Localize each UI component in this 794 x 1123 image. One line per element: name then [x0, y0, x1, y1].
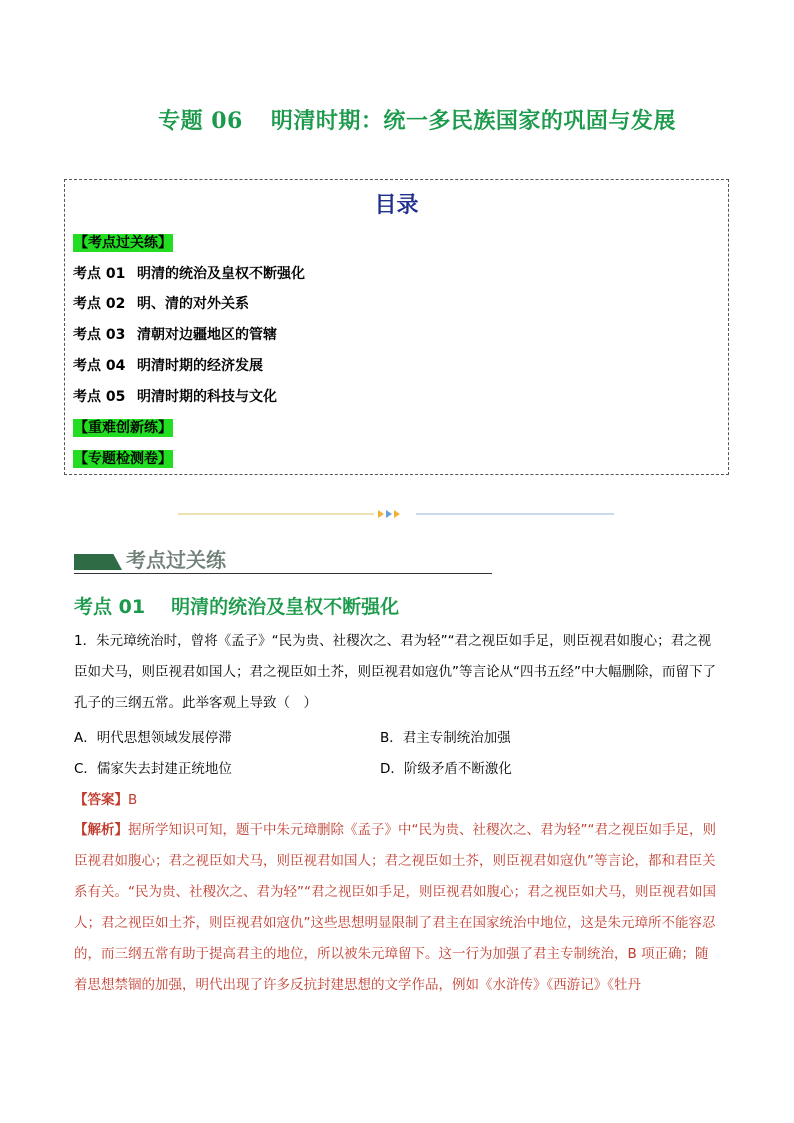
option-b: B．君主专制统治加强	[380, 730, 511, 746]
section-divider	[178, 508, 614, 520]
analysis-paragraph: 【解析】据所学知识可知，题干中朱元璋删除《孟子》中“民为贵、社稷次之、君为轻”“君之视臣如手足，则臣视君如腹心；君之视臣如犬马，则臣视君如国人；君之视臣如土芥，则臣视君如寇仇”等言论，都和君臣关系有关。“民为贵、社稷次之、君为轻”“君之视臣如手足，则臣视君如腹心；君之视臣如犬马，则臣视君如国人；君之视臣如土芥，则臣视君如寇仇”这些思想明显限制了君主在国家统治中地位，这是朱元璋所不能容忍的，而三纲五常有助于提高君主的地位，所以被朱元璋留下。这一行为加强了君主专制统治，B 项正确；随着思想禁锢的加强，明代出现了许多反抗封建思想的文学作品，例如《水浒传》《西游记》《牡丹	[74, 822, 716, 993]
question-stem: 1．朱元璋统治时，曾将《孟子》“民为贵、社稷次之、君为轻”“君之视臣如手足，则臣视君如腹心；君之视臣如犬马，则臣视君如国人；君之视臣如土芥，则臣视君如寇仇”等言论从“四书五经”中大幅删除，而留下了孔子的三纲五常。此举客观上导致（ ）	[74, 633, 716, 711]
option-c: C．儒家失去封建正统地位	[74, 761, 232, 777]
banner-rule	[74, 573, 492, 574]
toc-item-05[interactable]: 考点 05 明清时期的科技与文化	[73, 389, 277, 405]
toc-item-04[interactable]: 考点 04 明清时期的经济发展	[73, 358, 263, 374]
toc-item-03[interactable]: 考点 03 清朝对边疆地区的管辖	[73, 327, 277, 343]
answer-line: 【答案】B	[74, 792, 138, 808]
section-banner	[74, 540, 492, 576]
title-number: 专题 06	[158, 108, 243, 134]
topic-heading: 考点 01 明清的统治及皇权不断强化	[74, 596, 400, 618]
page-title	[0, 104, 794, 135]
toc-tag-practice[interactable]: 【考点过关练】	[74, 235, 172, 251]
option-d: D．阶级矛盾不断激化	[380, 761, 512, 777]
section-label: 考点过关练	[126, 548, 226, 572]
toc-heading: 目录	[374, 193, 419, 218]
banner-bar-decoration	[74, 554, 122, 570]
title-text: 明清时期：统一多民族国家的巩固与发展	[270, 109, 676, 134]
toc-item-01[interactable]: 考点 01 明清的统治及皇权不断强化	[73, 266, 305, 282]
table-of-contents	[64, 179, 729, 475]
toc-tag-test[interactable]: 【专题检测卷】	[74, 451, 172, 467]
toc-item-02[interactable]: 考点 02 明、清的对外关系	[73, 296, 249, 312]
option-a: A．明代思想领域发展停滞	[74, 730, 232, 746]
toc-tag-difficult[interactable]: 【重难创新练】	[74, 420, 172, 436]
